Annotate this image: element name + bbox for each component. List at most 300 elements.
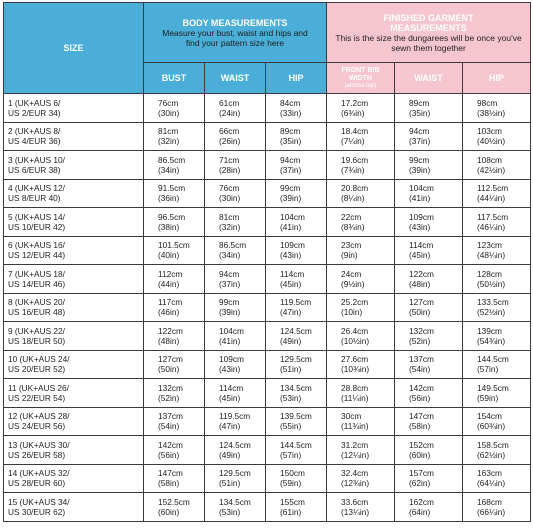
front-bib-cell: [327, 322, 395, 351]
bust-cell: [144, 493, 205, 522]
metric-value: 112.5cm: [477, 183, 509, 194]
imperial-value: (32in): [219, 221, 241, 232]
metric-value: 117.5cm: [477, 211, 509, 222]
bust-cell: [144, 464, 205, 493]
imperial-value: (39in): [409, 164, 431, 175]
imperial-value: (9½in): [341, 278, 365, 289]
imperial-value: (30in): [219, 193, 241, 204]
imperial-value: (58in): [158, 478, 180, 489]
size-line-1: 4 (UK+AUS 12/: [8, 183, 65, 194]
size-cell: [4, 407, 144, 436]
finished-waist-cell: [395, 236, 463, 265]
size-line-1: 6 (UK+AUS 16/: [8, 240, 65, 251]
metric-value: 30cm: [341, 411, 362, 422]
imperial-value: (44in): [158, 278, 180, 289]
metric-value: 86.5cm: [158, 154, 186, 165]
metric-value: 94cm: [219, 268, 240, 279]
imperial-value: (12¼in): [341, 449, 370, 460]
metric-value: 152cm: [409, 439, 434, 450]
imperial-value: (41in): [409, 193, 431, 204]
size-cell: [4, 208, 144, 237]
finished-waist-cell: [395, 436, 463, 465]
metric-value: 123cm: [477, 240, 502, 251]
finished-waist-cell: [395, 464, 463, 493]
waist-cell: [205, 94, 266, 123]
metric-value: 128cm: [477, 268, 502, 279]
imperial-value: (34in): [158, 164, 180, 175]
size-line-2: US 24/EUR 56): [8, 421, 66, 432]
table-row: [4, 407, 531, 436]
waist-cell: [205, 493, 266, 522]
metric-value: 168cm: [477, 496, 502, 507]
imperial-value: (41in): [219, 335, 241, 346]
table-row: [4, 265, 531, 294]
front-bib-cell: [327, 179, 395, 208]
metric-value: 99cm: [280, 183, 301, 194]
imperial-value: (52in): [158, 392, 180, 403]
imperial-value: (35in): [280, 136, 302, 147]
metric-value: 23cm: [341, 240, 362, 251]
metric-value: 81cm: [219, 211, 240, 222]
bust-cell: [144, 151, 205, 180]
imperial-value: (60in): [158, 506, 180, 517]
bust-cell: [144, 179, 205, 208]
metric-value: 134.5cm: [219, 496, 251, 507]
imperial-value: (38½in): [477, 107, 506, 118]
finished-hip-cell: [463, 493, 531, 522]
table-row: [4, 94, 531, 123]
metric-value: 109cm: [409, 211, 434, 222]
hip-cell: [266, 265, 327, 294]
metric-value: 137cm: [409, 354, 434, 365]
metric-value: 33.6cm: [341, 496, 369, 507]
metric-value: 28.8cm: [341, 382, 369, 393]
front-bib-cell: [327, 293, 395, 322]
hip-column-header: HIP: [266, 63, 327, 94]
finished-hip-cell: [463, 322, 531, 351]
metric-value: 112cm: [158, 268, 183, 279]
size-cell: [4, 350, 144, 379]
finished-hip-cell: [463, 236, 531, 265]
size-line-2: US 20/EUR 52): [8, 364, 66, 375]
finished-waist-cell: [395, 407, 463, 436]
metric-value: 114cm: [280, 268, 305, 279]
size-line-2: US 2/EUR 34): [8, 107, 61, 118]
metric-value: 139.5cm: [280, 411, 312, 422]
metric-value: 91.5cm: [158, 183, 186, 194]
imperial-value: (24in): [219, 107, 241, 118]
imperial-value: (43in): [219, 364, 241, 375]
metric-value: 137cm: [158, 411, 183, 422]
hip-cell: [266, 493, 327, 522]
metric-value: 109cm: [219, 354, 244, 365]
imperial-value: (56in): [409, 392, 431, 403]
table-row: [4, 464, 531, 493]
metric-value: 81cm: [158, 126, 179, 137]
size-cell: [4, 151, 144, 180]
hip-cell: [266, 293, 327, 322]
finished-hip-cell: [463, 94, 531, 123]
hip-cell: [266, 151, 327, 180]
finished-hip-cell: [463, 179, 531, 208]
metric-value: 127cm: [158, 354, 183, 365]
imperial-value: (11¾in): [341, 421, 369, 432]
size-line-1: 11 (UK+AUS 26/: [8, 382, 69, 393]
metric-value: 101.5cm: [158, 240, 190, 251]
size-cell: [4, 493, 144, 522]
bust-cell: [144, 236, 205, 265]
waist-cell: [205, 407, 266, 436]
imperial-value: (56in): [158, 449, 180, 460]
metric-value: 66cm: [219, 126, 240, 137]
metric-value: 133.5cm: [477, 297, 509, 308]
imperial-value: (28in): [219, 164, 241, 175]
imperial-value: (60in): [409, 449, 431, 460]
finished-waist-cell: [395, 122, 463, 151]
metric-value: 104cm: [409, 183, 434, 194]
imperial-value: (13¼in): [341, 506, 370, 517]
imperial-value: (10in): [341, 307, 363, 318]
hip-cell: [266, 436, 327, 465]
size-line-2: US 10/EUR 42): [8, 221, 66, 232]
size-cell: [4, 379, 144, 408]
metric-value: 25.2cm: [341, 297, 369, 308]
finished-waist-cell: [395, 379, 463, 408]
imperial-value: (39in): [219, 307, 241, 318]
metric-value: 155cm: [280, 496, 305, 507]
size-line-1: 2 (UK+AUS 8/: [8, 126, 61, 137]
imperial-value: (45in): [219, 392, 241, 403]
imperial-value: (59in): [280, 478, 302, 489]
imperial-value: (8¾in): [341, 221, 365, 232]
imperial-value: (39in): [280, 193, 302, 204]
front-bib-cell: [327, 94, 395, 123]
size-line-2: US 8/EUR 40): [8, 193, 61, 204]
size-cell: [4, 265, 144, 294]
front-bib-cell: [327, 151, 395, 180]
front-bib-cell: [327, 350, 395, 379]
imperial-value: (46¼in): [477, 221, 506, 232]
imperial-value: (64in): [409, 506, 431, 517]
metric-value: 22cm: [341, 211, 362, 222]
metric-value: 157cm: [409, 468, 434, 479]
front-bib-cell: [327, 236, 395, 265]
size-cell: [4, 322, 144, 351]
size-line-1: 15 (UK+AUS 34/: [8, 496, 70, 507]
front-bib-cell: [327, 122, 395, 151]
waist-cell: [205, 236, 266, 265]
size-line-2: US 12/EUR 44): [8, 250, 66, 261]
front-bib-cell: [327, 265, 395, 294]
bust-cell: [144, 208, 205, 237]
imperial-value: (66¼in): [477, 506, 506, 517]
waist-cell: [205, 379, 266, 408]
finished-hip-cell: [463, 464, 531, 493]
imperial-value: (30in): [158, 107, 180, 118]
waist-cell: [205, 464, 266, 493]
finished-hip-cell: [463, 208, 531, 237]
finished-garment-header: [327, 3, 531, 63]
metric-value: 20.8cm: [341, 183, 369, 194]
metric-value: 142cm: [158, 439, 183, 450]
metric-value: 27.6cm: [341, 354, 369, 365]
imperial-value: (51in): [280, 364, 302, 375]
metric-value: 94cm: [280, 154, 301, 165]
hip-cell: [266, 236, 327, 265]
bust-cell: [144, 407, 205, 436]
metric-value: 114cm: [219, 382, 244, 393]
imperial-value: (43in): [409, 221, 431, 232]
metric-value: 76cm: [219, 183, 240, 194]
imperial-value: (7¼in): [341, 136, 365, 147]
metric-value: 149.5cm: [477, 382, 509, 393]
imperial-value: (51in): [219, 478, 241, 489]
imperial-value: (48in): [158, 335, 180, 346]
imperial-value: (54in): [158, 421, 180, 432]
imperial-value: (53in): [280, 392, 302, 403]
bust-cell: [144, 350, 205, 379]
table-row: [4, 122, 531, 151]
size-line-1: 14 (UK+AUS 32/: [8, 468, 70, 479]
front-bib-cell: [327, 407, 395, 436]
imperial-value: (52½in): [477, 307, 506, 318]
metric-value: 114cm: [409, 240, 434, 251]
finished-waist-column-header: WAIST: [395, 63, 463, 94]
imperial-value: (45in): [280, 278, 302, 289]
metric-value: 24cm: [341, 268, 362, 279]
finished-hip-cell: [463, 293, 531, 322]
metric-value: 162cm: [409, 496, 434, 507]
imperial-value: (46in): [158, 307, 180, 318]
imperial-value: (11¼in): [341, 392, 369, 403]
waist-cell: [205, 322, 266, 351]
metric-value: 31.2cm: [341, 439, 369, 450]
imperial-value: (41in): [280, 221, 302, 232]
imperial-value: (45in): [409, 250, 431, 261]
size-line-2: US 4/EUR 36): [8, 136, 61, 147]
imperial-value: (26in): [219, 136, 241, 147]
hip-cell: [266, 407, 327, 436]
metric-value: 122cm: [409, 268, 434, 279]
finished-hip-column-header: HIP: [463, 63, 531, 94]
metric-value: 144.5cm: [280, 439, 312, 450]
table-row: [4, 436, 531, 465]
bust-column-header: BUST: [144, 63, 205, 94]
imperial-value: (37in): [409, 136, 431, 147]
metric-value: 71cm: [219, 154, 240, 165]
metric-value: 124.5cm: [280, 325, 312, 336]
bust-cell: [144, 94, 205, 123]
size-line-2: US 30/EUR 62): [8, 506, 66, 517]
metric-value: 147cm: [409, 411, 434, 422]
metric-value: 86.5cm: [219, 240, 247, 251]
table-row: [4, 379, 531, 408]
metric-value: 89cm: [409, 97, 430, 108]
imperial-value: (62in): [409, 478, 431, 489]
metric-value: 129.5cm: [280, 354, 312, 365]
size-line-1: 5 (UK+AUS 14/: [8, 211, 65, 222]
imperial-value: (40in): [158, 250, 180, 261]
front-bib-cell: [327, 208, 395, 237]
table-row: [4, 236, 531, 265]
hip-cell: [266, 350, 327, 379]
finished-hip-cell: [463, 122, 531, 151]
size-cell: [4, 436, 144, 465]
imperial-value: (61in): [280, 506, 302, 517]
imperial-value: (49in): [280, 335, 302, 346]
metric-value: 17.2cm: [341, 97, 369, 108]
front-bib-cell: [327, 436, 395, 465]
metric-value: 104cm: [219, 325, 244, 336]
metric-value: 132cm: [409, 325, 434, 336]
size-line-2: US 14/EUR 46): [8, 278, 66, 289]
finished-hip-cell: [463, 265, 531, 294]
hip-cell: [266, 94, 327, 123]
imperial-value: (53in): [219, 506, 241, 517]
metric-value: 61cm: [219, 97, 240, 108]
waist-cell: [205, 265, 266, 294]
imperial-value: (43in): [280, 250, 302, 261]
finished-waist-cell: [395, 151, 463, 180]
finished-waist-cell: [395, 322, 463, 351]
imperial-value: (10½in): [341, 335, 370, 346]
metric-value: 127cm: [409, 297, 434, 308]
bust-cell: [144, 122, 205, 151]
size-cell: [4, 179, 144, 208]
imperial-value: (44¼in): [477, 193, 506, 204]
bust-cell: [144, 436, 205, 465]
imperial-value: (59in): [477, 392, 499, 403]
metric-value: 99cm: [409, 154, 430, 165]
metric-value: 132cm: [158, 382, 183, 393]
table-row: [4, 493, 531, 522]
imperial-value: (10¾in): [341, 364, 370, 375]
hip-cell: [266, 379, 327, 408]
metric-value: 96.5cm: [158, 211, 186, 222]
metric-value: 154cm: [477, 411, 502, 422]
hip-cell: [266, 122, 327, 151]
metric-value: 163cm: [477, 468, 502, 479]
size-header: SIZE: [4, 3, 144, 94]
size-line-1: 9 (UK+AUS 22/: [8, 325, 65, 336]
imperial-value: (12¾in): [341, 478, 370, 489]
size-line-2: US 6/EUR 38): [8, 164, 61, 175]
imperial-value: (36in): [158, 193, 180, 204]
finished-hip-cell: [463, 436, 531, 465]
imperial-value: (52in): [409, 335, 431, 346]
imperial-value: (38in): [158, 221, 180, 232]
imperial-value: (60¾in): [477, 421, 506, 432]
imperial-value: (49in): [219, 449, 241, 460]
metric-value: 147cm: [158, 468, 183, 479]
size-line-2: US 18/EUR 50): [8, 335, 66, 346]
front-bib-label: FRONT BIB WIDTH: [341, 67, 380, 82]
metric-value: 94cm: [409, 126, 430, 137]
imperial-value: (35in): [409, 107, 431, 118]
table-row: [4, 179, 531, 208]
body-measurements-subtitle: Measure your bust, waist and hips and find your pattern size here: [162, 27, 308, 48]
imperial-value: (9in): [341, 250, 358, 261]
imperial-value: (64¼in): [477, 478, 506, 489]
size-line-1: 3 (UK+AUS 10/: [8, 154, 65, 165]
size-cell: [4, 464, 144, 493]
size-table: [3, 2, 531, 522]
metric-value: 89cm: [280, 126, 301, 137]
metric-value: 119.5cm: [219, 411, 251, 422]
imperial-value: (48in): [409, 278, 431, 289]
size-cell: [4, 94, 144, 123]
imperial-value: (50½in): [477, 278, 506, 289]
front-bib-cell: [327, 493, 395, 522]
table-row: [4, 293, 531, 322]
imperial-value: (6¾in): [341, 107, 365, 118]
finished-waist-cell: [395, 350, 463, 379]
metric-value: 124.5cm: [219, 439, 251, 450]
bust-cell: [144, 322, 205, 351]
metric-value: 152.5cm: [158, 496, 190, 507]
waist-cell: [205, 208, 266, 237]
metric-value: 103cm: [477, 126, 502, 137]
imperial-value: (8¼in): [341, 193, 365, 204]
bust-cell: [144, 293, 205, 322]
imperial-value: (34in): [219, 250, 241, 261]
metric-value: 142cm: [409, 382, 434, 393]
size-chart: [3, 2, 530, 529]
imperial-value: (58in): [409, 421, 431, 432]
imperial-value: (50in): [158, 364, 180, 375]
finished-garment-subtitle: This is the size the dungarees will be once you've sewn them together: [335, 32, 522, 53]
finished-waist-cell: [395, 208, 463, 237]
hip-cell: [266, 179, 327, 208]
body-measurements-header: [144, 3, 327, 63]
metric-value: 144.5cm: [477, 354, 509, 365]
metric-value: 84cm: [280, 97, 301, 108]
size-line-1: 13 (UK+AUS 30/: [8, 439, 70, 450]
finished-hip-cell: [463, 407, 531, 436]
imperial-value: (37in): [280, 164, 302, 175]
waist-cell: [205, 350, 266, 379]
imperial-value: (47in): [280, 307, 302, 318]
size-line-1: 10 (UK+AUS 24/: [8, 354, 70, 365]
table-row: [4, 208, 531, 237]
table-row: [4, 322, 531, 351]
finished-waist-cell: [395, 265, 463, 294]
metric-value: 129.5cm: [219, 468, 251, 479]
metric-value: 134.5cm: [280, 382, 312, 393]
imperial-value: (62½in): [477, 449, 506, 460]
size-cell: [4, 236, 144, 265]
imperial-value: (7¾in): [341, 164, 365, 175]
metric-value: 19.6cm: [341, 154, 369, 165]
finished-hip-cell: [463, 379, 531, 408]
metric-value: 109cm: [280, 240, 305, 251]
imperial-value: (47in): [219, 421, 241, 432]
front-bib-column-header: [327, 63, 395, 94]
bust-cell: [144, 265, 205, 294]
size-line-1: 12 (UK+AUS 28/: [8, 411, 70, 422]
hip-cell: [266, 208, 327, 237]
hip-cell: [266, 464, 327, 493]
imperial-value: (57in): [477, 364, 499, 375]
metric-value: 139cm: [477, 325, 502, 336]
size-line-2: US 22/EUR 54): [8, 392, 66, 403]
imperial-value: (32in): [158, 136, 180, 147]
metric-value: 18.4cm: [341, 126, 369, 137]
metric-value: 98cm: [477, 97, 498, 108]
finished-waist-cell: [395, 293, 463, 322]
metric-value: 119.5cm: [280, 297, 312, 308]
waist-column-header: WAIST: [205, 63, 266, 94]
